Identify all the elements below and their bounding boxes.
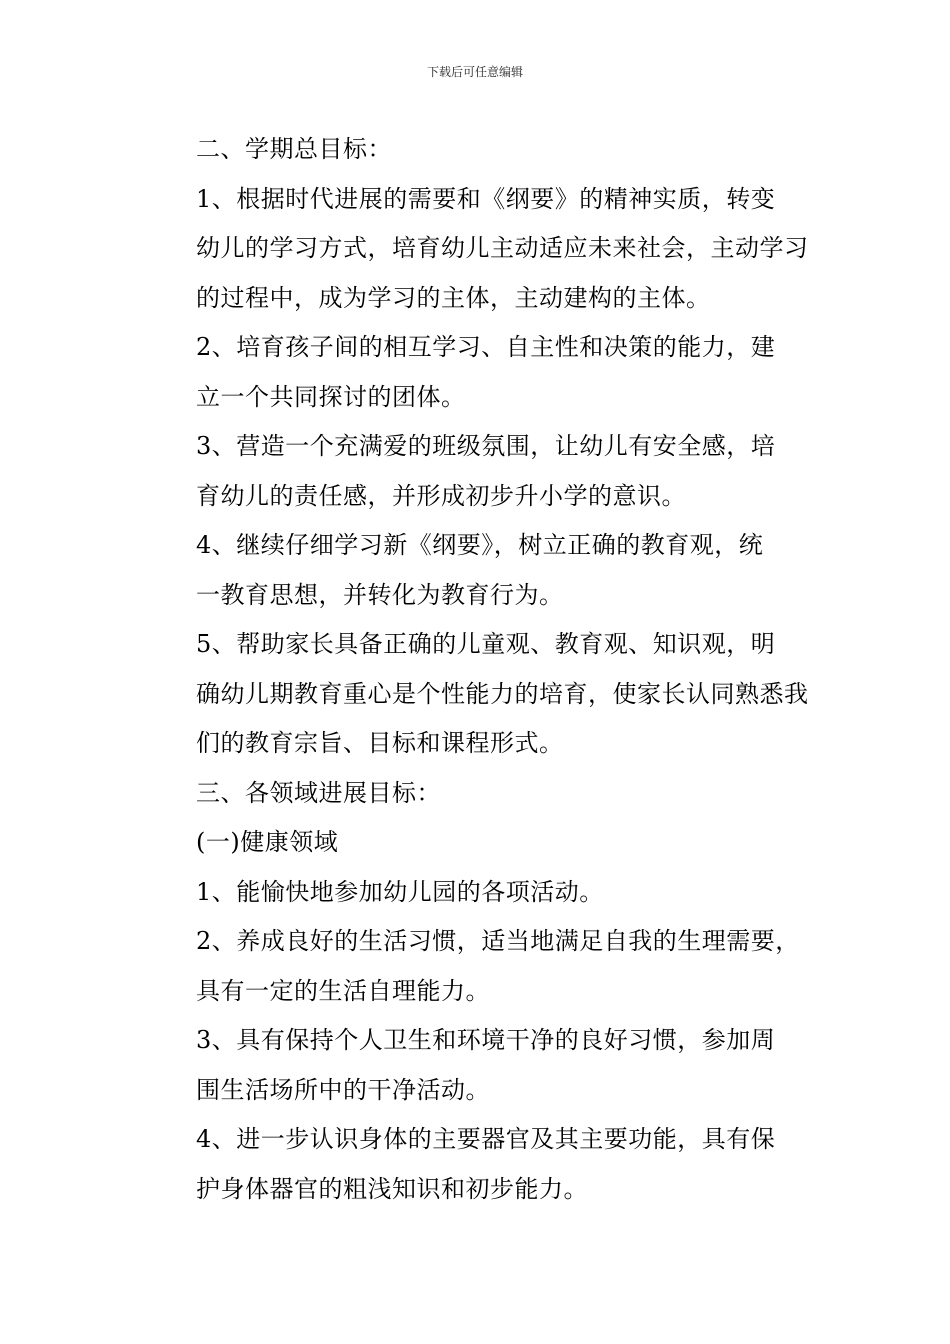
text-line: 3、具有保持个人卫生和环境干净的良好习惯，参加周 — [196, 1026, 776, 1054]
paragraph-goal-3 — [145, 422, 825, 521]
text-line: 4、进一步认识身体的主要器官及其主要功能，具有保 — [196, 1125, 776, 1153]
text-line: 护身体器官的粗浅知识和初步能力。 — [196, 1174, 588, 1203]
text-line: 二、学期总目标： — [196, 135, 392, 163]
paragraph-health-domain-heading — [145, 818, 825, 868]
paragraph-goal-5 — [145, 620, 825, 769]
paragraph-health-goal-2 — [145, 917, 825, 1016]
paragraph-goal-4 — [145, 521, 825, 620]
text-line: 们的教育宗旨、目标和课程形式。 — [196, 729, 564, 757]
text-line: 一教育思想，并转化为教育行为。 — [196, 580, 564, 609]
text-line: 立一个共同探讨的团体。 — [196, 382, 466, 411]
text-line: 围生活场所中的干净活动。 — [196, 1075, 490, 1104]
text-line: (一)健康领域 — [196, 828, 339, 856]
text-line: 确幼儿期教育重心是个性能力的培育，使家长认同熟悉我 — [196, 679, 809, 708]
text-line: 具有一定的生活自理能力。 — [196, 976, 490, 1005]
paragraph-semester-goals-heading — [145, 125, 825, 175]
text-line: 1、根据时代进展的需要和《纲要》的精神实质，转变 — [196, 184, 776, 213]
paragraph-domain-goals-heading — [145, 769, 825, 819]
paragraph-goal-2 — [145, 323, 825, 422]
text-line: 3、营造一个充满爱的班级氛围，让幼儿有安全感，培 — [196, 432, 776, 460]
text-line: 育幼儿的责任感，并形成初步升小学的意识。 — [196, 481, 686, 510]
paragraph-health-goal-3 — [145, 1016, 825, 1115]
paragraph-health-goal-4 — [145, 1115, 825, 1214]
text-line: 2、养成良好的生活习惯，适当地满足自我的生理需要， — [196, 927, 800, 955]
paragraph-health-goal-1 — [145, 868, 825, 918]
text-line: 4、继续仔细学习新《纲要》，树立正确的教育观，统 — [196, 531, 764, 559]
page-header-note: 下载后可任意编辑 — [426, 65, 523, 79]
document-body — [145, 125, 825, 1214]
text-line: 的过程中，成为学习的主体，主动建构的主体。 — [196, 283, 711, 312]
text-line: 幼儿的学习方式，培育幼儿主动适应未来社会，主动学习 — [196, 234, 809, 262]
text-line: 三、各领域进展目标： — [196, 778, 441, 807]
paragraph-goal-1 — [145, 175, 825, 324]
text-line: 5、帮助家长具备正确的儿童观、教育观、知识观，明 — [196, 630, 776, 658]
text-line: 2、培育孩子间的相互学习、自主性和决策的能力，建 — [196, 333, 776, 361]
text-line: 1、能愉快地参加幼儿园的各项活动。 — [196, 877, 604, 906]
